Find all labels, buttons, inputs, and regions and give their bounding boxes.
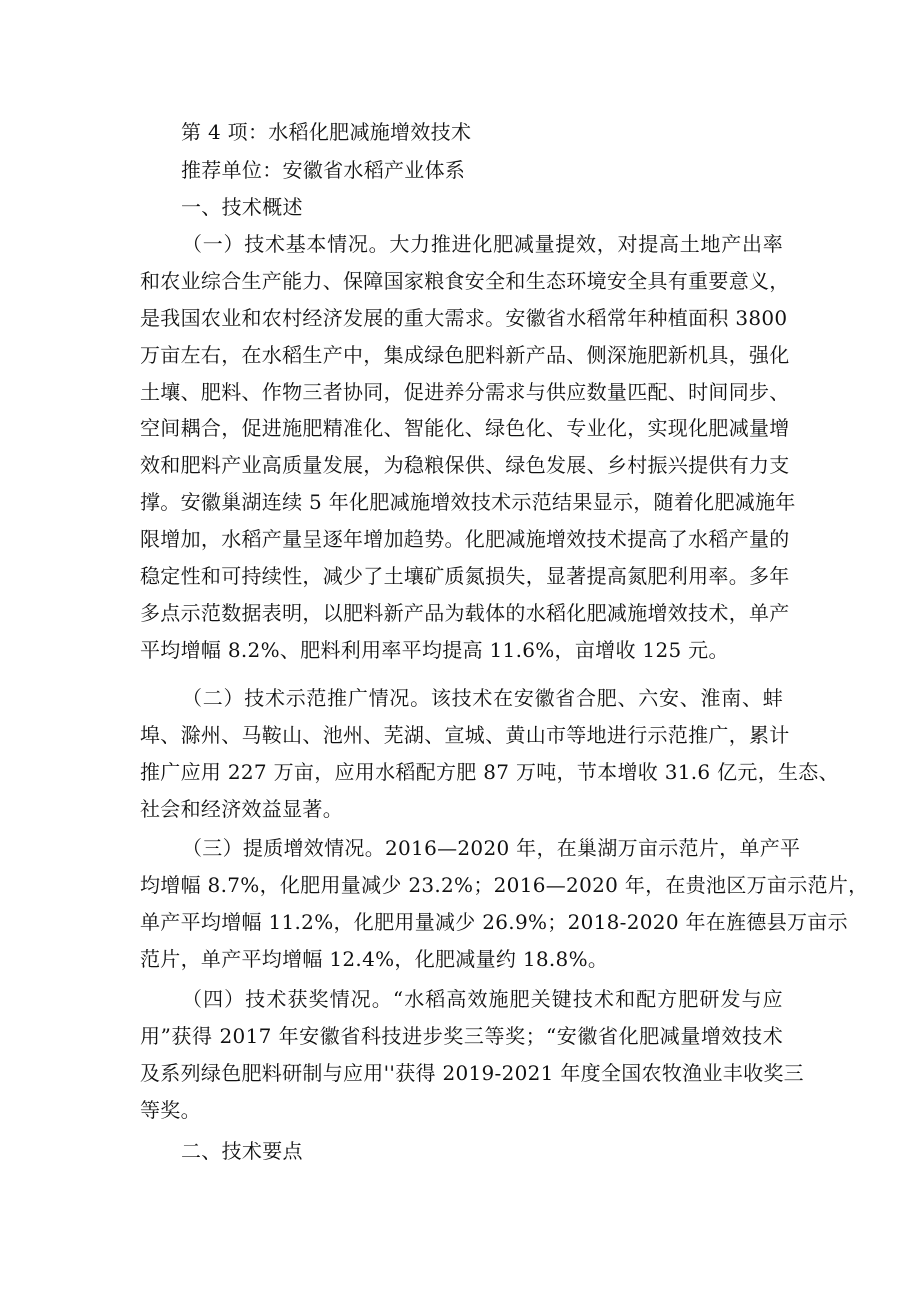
paragraph-line: 土壤、肥料、作物三者协同，促进养分需求与供应数量匹配、时间同步、 xyxy=(140,379,790,404)
paragraph-awards xyxy=(140,984,804,1132)
section-title-overview: 一、技术概述 xyxy=(181,195,303,219)
paragraph-line: 撑。安徽巢湖连续 5 年化肥减施增效技术示范结果显示，随着化肥减施年 xyxy=(140,490,796,515)
paragraph-line: 和农业综合生产能力、保障国家粮食安全和生态环境安全具有重要意义， xyxy=(140,268,790,293)
paragraph-quality-efficiency xyxy=(140,833,869,981)
paragraph-line: （二）技术示范推广情况。该技术在安徽省合肥、六安、淮南、蚌 xyxy=(182,686,783,710)
item-number-line: 第 4 项：水稻化肥减施增效技术 xyxy=(181,120,472,144)
paragraph-line: 社会和经济效益显著。 xyxy=(140,796,343,821)
paragraph-line: 平均增幅 8.2%、肥料利用率平均提高 11.6%，亩增收 125 元。 xyxy=(140,637,729,662)
paragraph-line: 均增幅 8.7%，化肥用量减少 23.2%；2016—2020 年，在贵池区万亩示范片， xyxy=(140,872,869,897)
section-title-key-points: 二、技术要点 xyxy=(181,1139,303,1163)
paragraph-line: 推广应用 227 万亩，应用水稻配方肥 87 万吨，节本增收 31.6 亿元，生态、 xyxy=(140,759,839,784)
paragraph-demo-promotion xyxy=(140,683,839,831)
paragraph-line: （四）技术获奖情况。“水稻高效施肥关键技术和配方肥研发与应 xyxy=(182,987,783,1011)
paragraph-line: 埠、滁州、马鞍山、池州、芜湖、宣城、黄山市等地进行示范推广，累计 xyxy=(140,722,790,747)
paragraph-basic-situation xyxy=(140,229,796,672)
paragraph-line: 限增加，水稻产量呈逐年增加趋势。化肥减施增效技术提高了水稻产量的 xyxy=(140,527,790,552)
paragraph-line: 范片，单产平均增幅 12.4%，化肥减量约 18.8%。 xyxy=(140,946,609,971)
paragraph-line: 多点示范数据表明，以肥料新产品为载体的水稻化肥减施增效技术，单产 xyxy=(140,600,790,625)
paragraph-line: 稳定性和可持续性，减少了土壤矿质氮损失，显著提高氮肥利用率。多年 xyxy=(140,564,790,589)
paragraph-line: （一）技术基本情况。大力推进化肥减量提效，对提高土地产出率 xyxy=(182,232,783,256)
paragraph-line: 单产平均增幅 11.2%，化肥用量减少 26.9%；2018-2020 年在旌德县万亩示 xyxy=(140,909,848,934)
paragraph-line: 效和肥料产业高质量发展，为稳粮保供、绿色发展、乡村振兴提供有力支 xyxy=(140,453,790,478)
paragraph-line: （三）提质增效情况。2016—2020 年，在巢湖万亩示范片，单产平 xyxy=(182,836,801,860)
recommender-line: 推荐单位：安徽省水稻产业体系 xyxy=(181,158,466,182)
paragraph-line: 是我国农业和农村经济发展的重大需求。安徽省水稻常年种植面积 3800 xyxy=(140,305,788,330)
paragraph-line: 及系列绿色肥料研制与应用''获得 2019-2021 年度全国农牧渔业丰收奖三 xyxy=(140,1060,804,1085)
paragraph-line: 等奖。 xyxy=(140,1097,201,1122)
paragraph-line: 万亩左右，在水稻生产中，集成绿色肥料新产品、侧深施肥新机具，强化 xyxy=(140,342,790,367)
paragraph-line: 用”获得 2017 年安徽省科技进步奖三等奖；“安徽省化肥减量增效技术 xyxy=(140,1023,783,1048)
paragraph-line: 空间耦合，促进施肥精准化、智能化、绿色化、专业化，实现化肥减量增 xyxy=(140,416,790,441)
